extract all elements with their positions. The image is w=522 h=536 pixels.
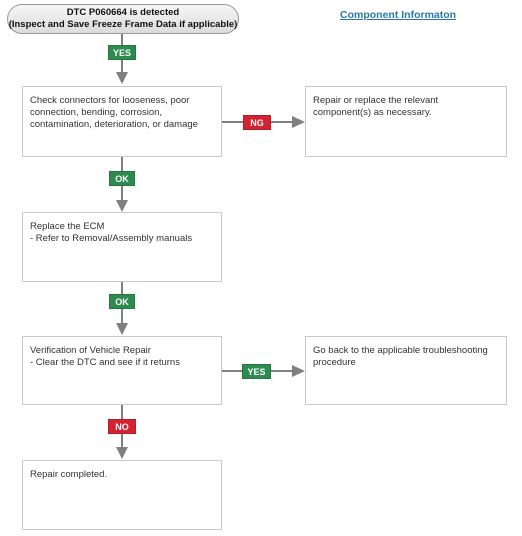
step-repair-completed [22,460,222,530]
step-text-line: Verification of Vehicle Repair [30,345,151,356]
arrowhead-check [116,72,128,84]
step-text-line: contamination, deterioration, or damage [30,119,198,130]
badge-no: NO [108,419,136,434]
step-text-line: Repair or replace the relevant [313,95,439,106]
step-text-line: connection, bending, corrosion, [30,107,163,118]
arrowhead-repair [292,116,305,128]
arrowhead-goback [292,365,305,377]
arrowhead-verification [116,323,128,335]
step-text-line: component(s) as necessary. [313,107,432,118]
component-information-link[interactable]: Component Informaton [340,9,457,21]
step-go-back [305,336,507,405]
arrowhead-ecm [116,200,128,212]
step-replace-ecm [22,212,222,282]
start-node-dtc-detected [7,4,239,34]
step-text-line: - Clear the DTC and see if it returns [30,357,180,368]
step-repair-replace [305,86,507,157]
badge-ok: OK [109,294,135,309]
step-text-line: - Refer to Removal/Assembly manuals [30,233,193,244]
badge-yes: YES [242,364,271,379]
step-verification [22,336,222,405]
step-text-line: Replace the ECM [30,221,105,232]
arrowhead-completed [116,447,128,459]
step-check-connectors [22,86,222,157]
step-text-line: Go back to the applicable troubleshooting [313,345,488,356]
step-text-line: Check connectors for looseness, poor [30,95,190,106]
start-line-2: (Inspect and Save Freeze Frame Data if applicable) [8,19,238,30]
step-text-line: Repair completed. [30,469,108,480]
badge-ng: NG [243,115,271,130]
start-line-1: DTC P060664 is detected [66,7,180,18]
badge-ok: OK [109,171,135,186]
badge-yes: YES [108,45,136,60]
step-text-line: procedure [313,357,356,368]
